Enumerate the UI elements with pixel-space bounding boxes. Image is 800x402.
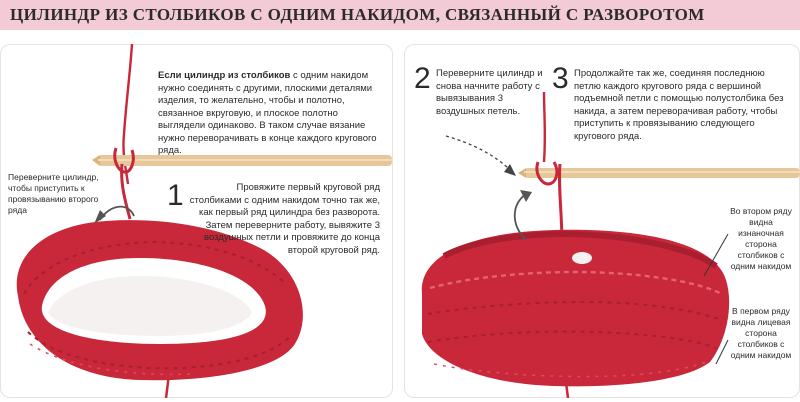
step-number-2: 2: [414, 62, 431, 95]
header-bar: [0, 0, 800, 30]
crochet-cylinder-right: [422, 230, 729, 387]
page-title: ЦИЛИНДР ИЗ СТОЛБИКОВ С ОДНИМ НАКИДОМ, СВЯЗАННЫЙ С РАЗВОРОТОМ: [10, 5, 705, 24]
left-intro-text: [158, 70, 380, 158]
step1-text: Провяжите первый круговой ряд столбиками с одним накидом точно так же, как первый ряд цилиндра без разворота. Затем переверните работу, вывяжите 3 воздушных петли и провяжите до конца второй круговой ряд.: [189, 182, 380, 256]
dashed-arrow-icon: [446, 136, 516, 176]
note-second-row: Во втором ряду видна изнаночная сторона столбиков с одним накидом: [730, 206, 792, 271]
step-number-1: 1: [167, 179, 184, 212]
intro-rest: с одним накидом нужно соединять с другими, плоскими деталями изделия, то желательно, чтобы и полотно, связанное вкруговую, и плоское полотно выглядели одинаково. В таком случае вязание нужно переворачивать в конце каждого кругового ряда.: [158, 70, 377, 156]
left-side-caption: Переверните цилиндр, чтобы приступить к провязыванию второго ряда: [8, 172, 99, 215]
step3-text: Продолжайте так же, соединяя последнюю петлю каждого кругового ряда с вершиной подъемной петли с помощью полустолбика без накида, а затем переворачивая работу, чтобы приступить к провязыванию следующего кругового ряда.: [574, 68, 784, 142]
step-number-3: 3: [552, 62, 569, 95]
step2-text: Переверните цилиндр и снова начните работу с вывязывания 3 воздушных петель.: [436, 68, 543, 117]
right-panel: [404, 44, 800, 398]
left-panel: [0, 44, 393, 398]
intro-bold: Если цилиндр из столбиков: [158, 70, 291, 81]
note-first-row: В первом ряду видна лицевая сторона столбиков с одним накидом: [730, 306, 792, 360]
